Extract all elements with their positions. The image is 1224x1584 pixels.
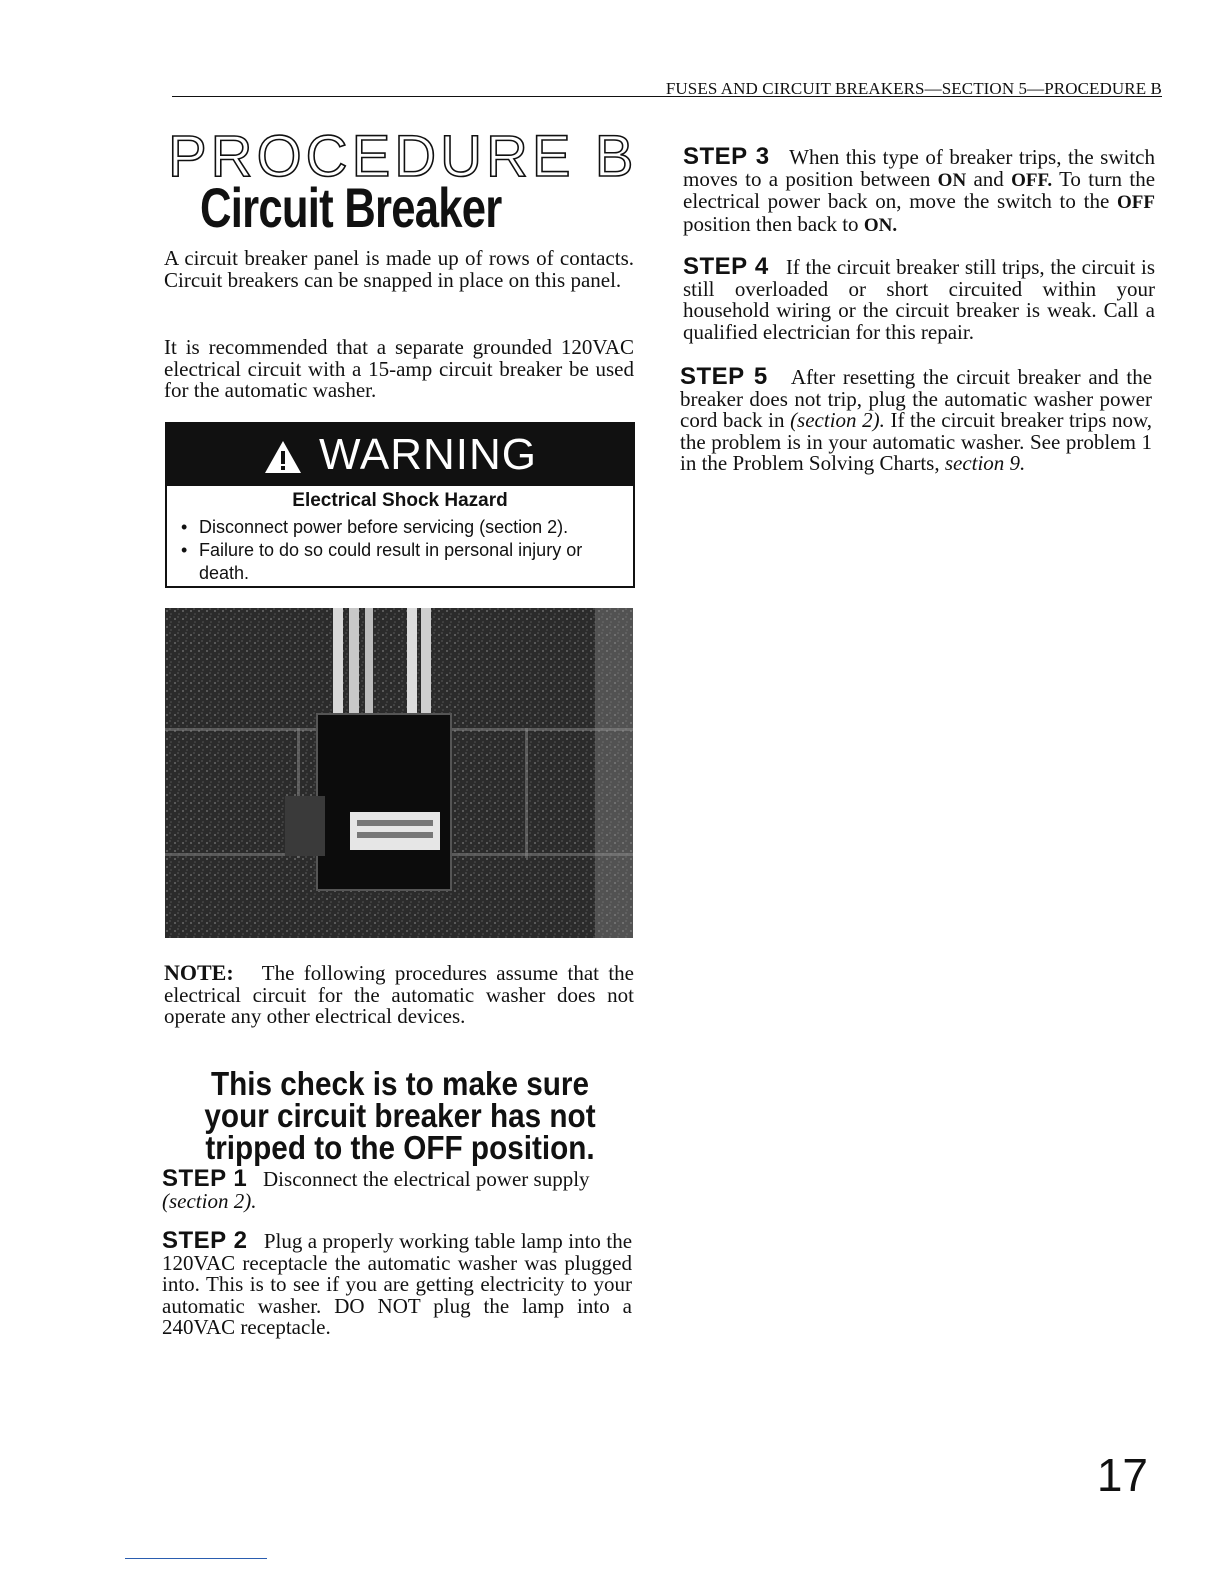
step-5: STEP 5 After resetting the circuit breaker and the breaker does not trip, plug the automatic washer power cord back in (section 2). If the circuit breaker trips now, the problem is in your automatic washer. See problem 1 in the Problem Solving Charts, section 9. [680,363,1153,475]
step-label: STEP 2 [162,1227,248,1254]
note-label: NOTE: [164,960,234,985]
intro-paragraph-2: It is recommended that a separate grounded 120VAC electrical circuit with a 15-amp circuit breaker be used for the automatic washer. [164,335,634,402]
running-header: FUSES AND CIRCUIT BREAKERS—SECTION 5—PROCEDURE B [665,79,1162,98]
footer-rule [125,1558,267,1559]
warning-list [181,516,621,585]
hazard-title: Electrical Shock Hazard [292,490,508,511]
note-text: The following procedures assume that the electrical circuit for the automatic washer does not operate any other electrical devices. [164,961,634,1028]
step-label: STEP 3 [683,143,770,170]
warning-box [165,422,635,588]
warning-item: • Disconnect power before servicing (section 2). [181,517,569,537]
warning-item: • Failure to do so could result in personal injury or death. [181,540,583,583]
step-4: STEP 4 If the circuit breaker still trips, the circuit is still overloaded or short circuited within your household wiring or the circuit breaker is weak. Call a qualified electrician for this repair. [683,253,1156,344]
procedure-label: PROCEDURE B [168,124,638,189]
step-label: STEP 1 [162,1165,248,1192]
step-1: STEP 1 Disconnect the electrical power supply (section 2). [162,1165,590,1213]
note [164,962,634,1028]
step-3: STEP 3 When this type of breaker trips, the switch moves to a position between ON and OFF. To turn the electrical power back on, move the switch to the OFF position then back to ON. [683,143,1156,236]
section-reference: (section 2). [790,408,885,432]
step-label: STEP 4 [683,253,769,280]
step-2: STEP 2 Plug a properly working table lamp into the 120VAC receptacle the automatic washer was plugged into. This is to see if you are getting electricity to your automatic washer. DO NOT plug the lamp into a 240VAC receptacle. [162,1227,633,1339]
step-label: STEP 5 [680,363,768,390]
check-heading: This check is to make sure your circuit breaker has not tripped to the OFF position. [204,1065,596,1166]
section-reference: section 9. [944,451,1026,475]
page-title: Circuit Breaker [200,176,502,239]
circuit-breaker-photo [165,608,633,938]
warning-label: WARNING [318,430,538,479]
intro-paragraph-1: A circuit breaker panel is made up of rows of contacts. Circuit breakers can be snapped in place on this panel. [164,246,634,292]
page-number: 17 [1096,1449,1148,1501]
warning-triangle-icon [263,439,303,475]
section-reference: (section 2). [162,1188,257,1213]
warning-banner [167,424,633,486]
